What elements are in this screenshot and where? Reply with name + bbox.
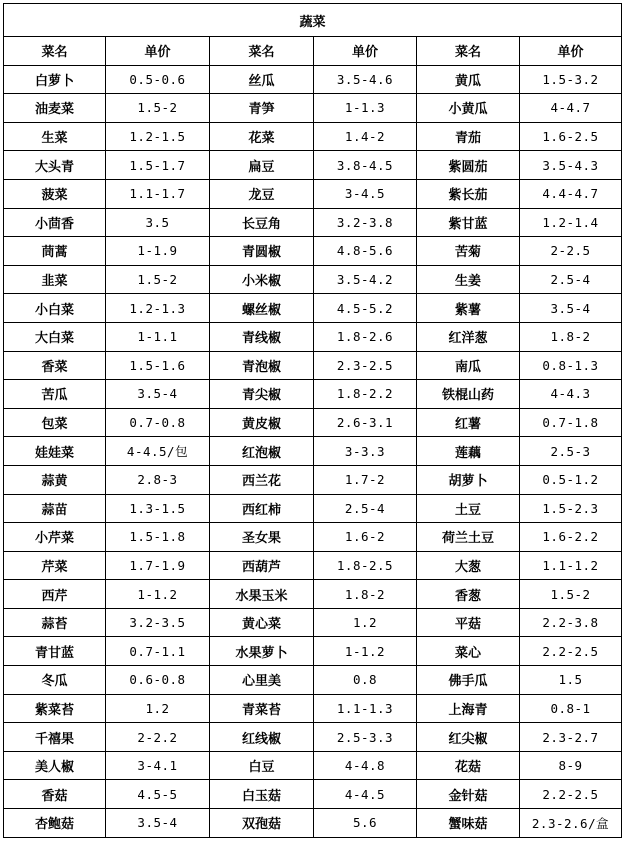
- title-row: [4, 4, 622, 37]
- vegetable-name-cell: 紫菜苔: [4, 694, 106, 723]
- price-cell: 4.5-5: [106, 780, 210, 809]
- vegetable-name-cell: 花菇: [417, 751, 520, 780]
- vegetable-name-cell: 香葱: [417, 580, 520, 609]
- price-cell: 0.8-1: [520, 694, 622, 723]
- table-row: [4, 551, 622, 580]
- vegetable-name-cell: 杏鲍菇: [4, 809, 106, 838]
- price-cell: 1.2-1.5: [106, 122, 210, 151]
- vegetable-name-cell: 红薯: [417, 408, 520, 437]
- price-cell: 0.8: [314, 666, 417, 695]
- price-cell: 1.8-2: [314, 580, 417, 609]
- vegetable-name-cell: 白萝卜: [4, 65, 106, 94]
- price-table-container: [3, 3, 621, 838]
- price-cell: 3.5-4.6: [314, 65, 417, 94]
- price-cell: 2.3-2.5: [314, 351, 417, 380]
- vegetable-name-cell: 包菜: [4, 408, 106, 437]
- price-cell: 2.2-2.5: [520, 637, 622, 666]
- table-row: [4, 723, 622, 752]
- price-cell: 1.7-1.9: [106, 551, 210, 580]
- price-cell: 1.3-1.5: [106, 494, 210, 523]
- price-cell: 3.5-4: [520, 294, 622, 323]
- vegetable-name-cell: 丝瓜: [210, 65, 314, 94]
- price-cell: 1.2-1.3: [106, 294, 210, 323]
- price-cell: 1.5-2: [106, 94, 210, 123]
- vegetable-name-cell: 红尖椒: [417, 723, 520, 752]
- vegetable-name-cell: 小芹菜: [4, 523, 106, 552]
- table-title: 蔬菜: [4, 4, 622, 37]
- price-cell: 1.1-1.2: [520, 551, 622, 580]
- table-row: [4, 65, 622, 94]
- vegetable-name-cell: 土豆: [417, 494, 520, 523]
- price-cell: 3.5: [106, 208, 210, 237]
- price-cell: 2-2.5: [520, 237, 622, 266]
- price-cell: 3.5-4: [106, 380, 210, 409]
- vegetable-name-cell: 长豆角: [210, 208, 314, 237]
- price-cell: 3-4.1: [106, 751, 210, 780]
- vegetable-name-cell: 青线椒: [210, 322, 314, 351]
- vegetable-name-cell: 扁豆: [210, 151, 314, 180]
- vegetable-name-cell: 紫薯: [417, 294, 520, 323]
- price-cell: 0.5-0.6: [106, 65, 210, 94]
- price-cell: 1.8-2.5: [314, 551, 417, 580]
- table-row: [4, 523, 622, 552]
- table-row: [4, 237, 622, 266]
- vegetable-name-cell: 螺丝椒: [210, 294, 314, 323]
- price-cell: 3.5-4.2: [314, 265, 417, 294]
- price-cell: 1.5-2.3: [520, 494, 622, 523]
- vegetable-name-cell: 苦菊: [417, 237, 520, 266]
- price-cell: 1.2-1.4: [520, 208, 622, 237]
- vegetable-name-cell: 青菜苔: [210, 694, 314, 723]
- price-cell: 1-1.3: [314, 94, 417, 123]
- vegetable-name-cell: 生菜: [4, 122, 106, 151]
- column-header-name: 菜名: [210, 37, 314, 66]
- table-row: [4, 780, 622, 809]
- price-cell: 1.1-1.7: [106, 179, 210, 208]
- vegetable-name-cell: 花菜: [210, 122, 314, 151]
- vegetable-name-cell: 芹菜: [4, 551, 106, 580]
- price-cell: 4-4.3: [520, 380, 622, 409]
- price-cell: 2.2-2.5: [520, 780, 622, 809]
- table-row: [4, 580, 622, 609]
- price-cell: 4-4.5/包: [106, 437, 210, 466]
- price-cell: 1.2: [106, 694, 210, 723]
- price-cell: 2.3-2.6/盒: [520, 809, 622, 838]
- vegetable-name-cell: 佛手瓜: [417, 666, 520, 695]
- table-row: [4, 408, 622, 437]
- price-cell: 0.7-1.1: [106, 637, 210, 666]
- table-row: [4, 637, 622, 666]
- price-cell: 1.6-2: [314, 523, 417, 552]
- vegetable-name-cell: 油麦菜: [4, 94, 106, 123]
- price-cell: 2.5-4: [314, 494, 417, 523]
- vegetable-name-cell: 荷兰土豆: [417, 523, 520, 552]
- vegetable-name-cell: 西芹: [4, 580, 106, 609]
- price-cell: 2.3-2.7: [520, 723, 622, 752]
- vegetable-name-cell: 水果萝卜: [210, 637, 314, 666]
- vegetable-name-cell: 蟹味菇: [417, 809, 520, 838]
- table-row: [4, 122, 622, 151]
- price-cell: 0.6-0.8: [106, 666, 210, 695]
- vegetable-name-cell: 上海青: [417, 694, 520, 723]
- price-cell: 3-4.5: [314, 179, 417, 208]
- vegetable-name-cell: 水果玉米: [210, 580, 314, 609]
- price-cell: 1.8-2.6: [314, 322, 417, 351]
- price-cell: 1.8-2.2: [314, 380, 417, 409]
- vegetable-name-cell: 生姜: [417, 265, 520, 294]
- vegetable-name-cell: 苦瓜: [4, 380, 106, 409]
- vegetable-name-cell: 蒜苗: [4, 494, 106, 523]
- vegetable-name-cell: 小白菜: [4, 294, 106, 323]
- price-cell: 0.5-1.2: [520, 465, 622, 494]
- table-row: [4, 208, 622, 237]
- vegetable-name-cell: 青尖椒: [210, 380, 314, 409]
- vegetable-name-cell: 大白菜: [4, 322, 106, 351]
- vegetable-name-cell: 青茄: [417, 122, 520, 151]
- vegetable-name-cell: 西红柿: [210, 494, 314, 523]
- price-cell: 1.6-2.5: [520, 122, 622, 151]
- vegetable-name-cell: 大葱: [417, 551, 520, 580]
- vegetable-name-cell: 紫长茄: [417, 179, 520, 208]
- header-row: [4, 37, 622, 66]
- vegetable-name-cell: 铁棍山药: [417, 380, 520, 409]
- vegetable-name-cell: 菠菜: [4, 179, 106, 208]
- price-cell: 1-1.2: [314, 637, 417, 666]
- price-cell: 1.5-3.2: [520, 65, 622, 94]
- price-cell: 1-1.9: [106, 237, 210, 266]
- table-row: [4, 380, 622, 409]
- table-row: [4, 94, 622, 123]
- vegetable-name-cell: 菜心: [417, 637, 520, 666]
- column-header-price: 单价: [314, 37, 417, 66]
- price-cell: 3.2-3.5: [106, 608, 210, 637]
- vegetable-name-cell: 美人椒: [4, 751, 106, 780]
- price-cell: 1.7-2: [314, 465, 417, 494]
- vegetable-name-cell: 南瓜: [417, 351, 520, 380]
- table-row: [4, 694, 622, 723]
- table-row: [4, 351, 622, 380]
- vegetable-name-cell: 红洋葱: [417, 322, 520, 351]
- vegetable-name-cell: 圣女果: [210, 523, 314, 552]
- price-cell: 1.4-2: [314, 122, 417, 151]
- vegetable-name-cell: 白玉菇: [210, 780, 314, 809]
- price-cell: 4-4.7: [520, 94, 622, 123]
- price-cell: 4-4.5: [314, 780, 417, 809]
- price-cell: 1.6-2.2: [520, 523, 622, 552]
- vegetable-name-cell: 青甘蓝: [4, 637, 106, 666]
- table-row: [4, 666, 622, 695]
- price-cell: 2.5-4: [520, 265, 622, 294]
- price-cell: 1-1.1: [106, 322, 210, 351]
- vegetable-name-cell: 娃娃菜: [4, 437, 106, 466]
- vegetable-price-table: [3, 3, 622, 838]
- vegetable-name-cell: 大头青: [4, 151, 106, 180]
- table-row: [4, 751, 622, 780]
- price-cell: 1-1.2: [106, 580, 210, 609]
- price-cell: 2.5-3: [520, 437, 622, 466]
- vegetable-name-cell: 香菇: [4, 780, 106, 809]
- price-cell: 1.2: [314, 608, 417, 637]
- table-body: [4, 65, 622, 837]
- vegetable-name-cell: 胡萝卜: [417, 465, 520, 494]
- vegetable-name-cell: 韭菜: [4, 265, 106, 294]
- column-header-name: 菜名: [417, 37, 520, 66]
- price-cell: 1.5-1.6: [106, 351, 210, 380]
- column-header-price: 单价: [520, 37, 622, 66]
- price-cell: 3.5-4.3: [520, 151, 622, 180]
- vegetable-name-cell: 金针菇: [417, 780, 520, 809]
- vegetable-name-cell: 千禧果: [4, 723, 106, 752]
- vegetable-name-cell: 青圆椒: [210, 237, 314, 266]
- table-row: [4, 437, 622, 466]
- price-cell: 2.6-3.1: [314, 408, 417, 437]
- table-row: [4, 465, 622, 494]
- price-cell: 5.6: [314, 809, 417, 838]
- vegetable-name-cell: 小黄瓜: [417, 94, 520, 123]
- price-cell: 0.7-1.8: [520, 408, 622, 437]
- table-row: [4, 608, 622, 637]
- price-cell: 1.5-2: [106, 265, 210, 294]
- vegetable-name-cell: 茼蒿: [4, 237, 106, 266]
- vegetable-name-cell: 黄心菜: [210, 608, 314, 637]
- vegetable-name-cell: 红线椒: [210, 723, 314, 752]
- column-header-price: 单价: [106, 37, 210, 66]
- vegetable-name-cell: 白豆: [210, 751, 314, 780]
- table-row: [4, 294, 622, 323]
- price-cell: 0.7-0.8: [106, 408, 210, 437]
- price-cell: 4-4.8: [314, 751, 417, 780]
- price-cell: 1.5-1.8: [106, 523, 210, 552]
- price-cell: 3.8-4.5: [314, 151, 417, 180]
- price-cell: 1.5-1.7: [106, 151, 210, 180]
- vegetable-name-cell: 红泡椒: [210, 437, 314, 466]
- price-cell: 0.8-1.3: [520, 351, 622, 380]
- price-cell: 2-2.2: [106, 723, 210, 752]
- vegetable-name-cell: 西葫芦: [210, 551, 314, 580]
- vegetable-name-cell: 小茴香: [4, 208, 106, 237]
- table-row: [4, 809, 622, 838]
- vegetable-name-cell: 青泡椒: [210, 351, 314, 380]
- column-header-name: 菜名: [4, 37, 106, 66]
- price-cell: 8-9: [520, 751, 622, 780]
- price-cell: 2.5-3.3: [314, 723, 417, 752]
- vegetable-name-cell: 黄瓜: [417, 65, 520, 94]
- table-row: [4, 179, 622, 208]
- table-row: [4, 265, 622, 294]
- table-row: [4, 322, 622, 351]
- price-cell: 4.4-4.7: [520, 179, 622, 208]
- vegetable-name-cell: 蒜苔: [4, 608, 106, 637]
- price-cell: 2.2-3.8: [520, 608, 622, 637]
- table-row: [4, 494, 622, 523]
- vegetable-name-cell: 西兰花: [210, 465, 314, 494]
- price-cell: 1.5: [520, 666, 622, 695]
- vegetable-name-cell: 心里美: [210, 666, 314, 695]
- vegetable-name-cell: 香菜: [4, 351, 106, 380]
- price-cell: 4.8-5.6: [314, 237, 417, 266]
- vegetable-name-cell: 紫甘蓝: [417, 208, 520, 237]
- price-cell: 3.5-4: [106, 809, 210, 838]
- vegetable-name-cell: 蒜黄: [4, 465, 106, 494]
- vegetable-name-cell: 冬瓜: [4, 666, 106, 695]
- price-cell: 1.8-2: [520, 322, 622, 351]
- price-cell: 4.5-5.2: [314, 294, 417, 323]
- price-cell: 3-3.3: [314, 437, 417, 466]
- price-cell: 3.2-3.8: [314, 208, 417, 237]
- price-cell: 2.8-3: [106, 465, 210, 494]
- vegetable-name-cell: 小米椒: [210, 265, 314, 294]
- vegetable-name-cell: 青笋: [210, 94, 314, 123]
- price-cell: 1.1-1.3: [314, 694, 417, 723]
- vegetable-name-cell: 平菇: [417, 608, 520, 637]
- vegetable-name-cell: 黄皮椒: [210, 408, 314, 437]
- vegetable-name-cell: 莲藕: [417, 437, 520, 466]
- vegetable-name-cell: 龙豆: [210, 179, 314, 208]
- vegetable-name-cell: 紫圆茄: [417, 151, 520, 180]
- table-row: [4, 151, 622, 180]
- price-cell: 1.5-2: [520, 580, 622, 609]
- vegetable-name-cell: 双孢菇: [210, 809, 314, 838]
